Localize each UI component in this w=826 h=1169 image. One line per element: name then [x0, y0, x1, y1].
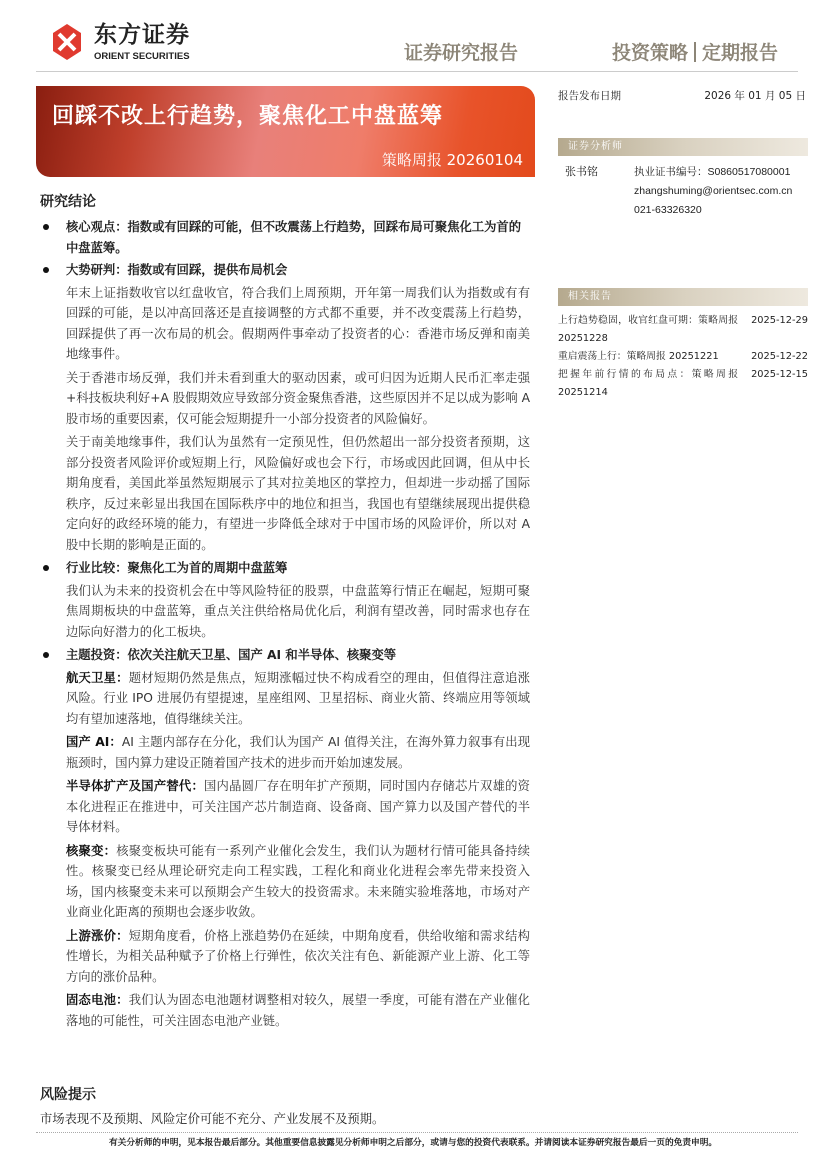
theme-paragraph [40, 668, 530, 730]
footer-divider [36, 1132, 798, 1133]
related-report-title[interactable]: 把握年前行情的布局点：策略周报 20251214 [558, 369, 738, 398]
theme-paragraph [40, 990, 530, 1031]
analyst-phone: 021-63326320 [634, 204, 702, 216]
publish-date-label: 报告发布日期 [558, 90, 621, 102]
main-content [40, 192, 530, 1128]
related-report-item[interactable] [558, 366, 808, 402]
analyst-license: 执业证书编号：S0860517080001 [634, 166, 791, 178]
category-b: 定期报告 [702, 42, 779, 64]
logo-text-en: ORIENT SECURITIES [94, 51, 190, 62]
related-report-date: 2025-12-22 [751, 351, 808, 362]
risk-text: 市场表现不及预期、风险定价可能不充分、产业发展不及预期。 [40, 1112, 385, 1126]
logo-mark-icon [50, 22, 84, 62]
theme-text: 短期角度看，价格上涨趋势仍在延续，中期角度看，供给收缩和需求结构性增长，为相关品种赋予了价格上行弹性，依次关注有色、新能源产业上游、化工等方向的涨价品种。 [66, 928, 530, 984]
risk-heading: 风险提示 [40, 1087, 96, 1103]
category-a: 投资策略 [612, 42, 689, 64]
industry-paragraph: 我们认为未来的投资机会在中等风险特征的股票，中盘蓝筹行情正在崛起，短期可聚焦周期板块的中盘蓝筹，重点关注供给格局优化后，利润有望改善，同时需求也存在边际向好潜力的化工板块。 [66, 583, 530, 639]
analyst-name: 张书铭 [565, 165, 598, 178]
core-view: 核心观点：指数或有回踩的可能，但不改震荡上行趋势，回踩布局可聚焦化工为首的中盘蓝筹。 [40, 217, 530, 258]
theme-title: 主题投资：依次关注航天卫星、国产 AI 和半导体、核聚变等 [40, 645, 530, 666]
theme-paragraph [40, 732, 530, 773]
trend-paragraph: 年末上证指数收官以红盘收官，符合我们上周预期，开年第一周我们认为指数或有有回踩的可能，是以冲高回落还是直接调整的方式都不重要，并不改变震荡上行趋势，回踩提供了再一次布局的机会。假期两件事牵动了投资者的心：香港市场反弹和南美地缘事件。 [66, 285, 530, 361]
theme-text: 我们认为固态电池题材调整相对较久，展望一季度，可能有潜在产业催化落地的可能性，可关注固态电池产业链。 [66, 993, 530, 1028]
industry-title: 行业比较：聚焦化工为首的周期中盘蓝筹 [40, 558, 530, 579]
related-report-date: 2025-12-15 [751, 369, 808, 380]
theme-paragraph [40, 841, 530, 923]
risk-section [40, 1085, 740, 1128]
report-title: 回踩不改上行趋势，聚焦化工中盘蓝筹 [52, 104, 444, 129]
logo-text-cn: 东方证券 [94, 22, 190, 48]
theme-text: 核聚变板块可能有一系列产业催化会发生，我们认为题材行情可能具备持续性。核聚变已经从理论研究走向工程实践，工程化和商业化进程会率先带来投资入场，国内核聚变未来可以预期会产生较大的投资需求。未来随实验堆落地，市场对产业商业化距离的预期也会逐步收敛。 [66, 843, 530, 919]
publish-date: 2026 年 01 月 05 日 [704, 90, 806, 102]
related-report-title[interactable]: 上行趋势稳固，收官红盘可期：策略周报 20251228 [558, 315, 738, 344]
title-banner [36, 86, 535, 177]
trend-title: 大势研判：指数或有回踩，提供布局机会 [40, 260, 530, 281]
theme-label: 上游涨价： [66, 928, 129, 943]
related-report-title[interactable]: 重启震荡上行：策略周报 20251221 [558, 351, 719, 362]
footer-disclaimer: 有关分析师的申明，见本报告最后部分。其他重要信息披露见分析师申明之后部分，或请与您的投资代表联系。并请阅读本证券研究报告最后一页的免责申明。 [0, 1137, 826, 1149]
related-reports-header: 相关报告 [558, 288, 808, 306]
theme-text: 题材短期仍然是焦点，短期涨幅过快不构成看空的理由，但值得注意追涨风险。行业 IPO 进展仍有望提速，星座组网、卫星招标、商业火箭、终端应用等领域均有望加速落地，值得继续关注。 [66, 670, 530, 726]
header-divider [36, 71, 798, 72]
report-type: 证券研究报告 [404, 42, 519, 64]
theme-text: 国内晶圆厂存在明年扩产预期，同时国内存储芯片双雄的资本化进程正在推进中，可关注国产芯片制造商、设备商、国产算力以及国产替代的半导体材料。 [66, 779, 530, 834]
theme-paragraph [40, 776, 530, 838]
related-report-item[interactable] [558, 348, 808, 366]
analyst-header: 证券分析师 [558, 138, 808, 156]
trend-paragraph: 关于香港市场反弹，我们并未看到重大的驱动因素，或可归因为近期人民币汇率走强+科技板块利好+A 股假期效应导致部分资金聚焦香港，这些原因并不足以成为影响 A 股市场的重要因素，仅可能会短期提升一小部分投资者的风险偏好。 [66, 370, 530, 426]
divider [694, 42, 696, 62]
theme-text: AI 主题内部存在分化，我们认为国产 AI 值得关注，在海外算力叙事有出现瓶颈时，国内算力建设正随着国产技术的进步而开始加速发展。 [66, 735, 530, 770]
spacer [40, 1034, 530, 1085]
report-category [612, 38, 778, 65]
theme-paragraph [40, 926, 530, 988]
company-logo [50, 22, 220, 64]
related-reports-list [558, 312, 808, 402]
theme-label: 航天卫星： [66, 670, 129, 685]
trend-paragraph: 关于南美地缘事件，我们认为虽然有一定预见性，但仍然超出一部分投资者预期，这部分投资者风险评价或短期上行，风险偏好或也会下行，市场或因此回调，但从中长期角度看，美国此举虽然短期展示了其对拉美地区的掌控力，但却进一步动摇了国际秩序，反过来彰显出我国在国际秩序中的地位和担当，我国也有望继续展现出提供稳定向好的政经环境的能力，有望进一步降低全球对于中国市场的风险评价，所以对 A 股中长期的影响是正面的。 [66, 435, 530, 552]
related-report-item[interactable] [558, 312, 808, 348]
related-report-date: 2025-12-29 [751, 315, 808, 326]
theme-label: 半导体扩产及国产替代： [66, 779, 205, 793]
theme-label: 固态电池： [66, 993, 129, 1007]
theme-label: 国产 AI： [66, 735, 122, 749]
section-heading: 研究结论 [40, 194, 96, 210]
report-subtitle: 策略周报 20260104 [381, 151, 523, 169]
theme-label: 核聚变： [66, 843, 117, 858]
research-conclusion [40, 192, 530, 1034]
analyst-email[interactable]: zhangshuming@orientsec.com.cn [634, 185, 793, 197]
